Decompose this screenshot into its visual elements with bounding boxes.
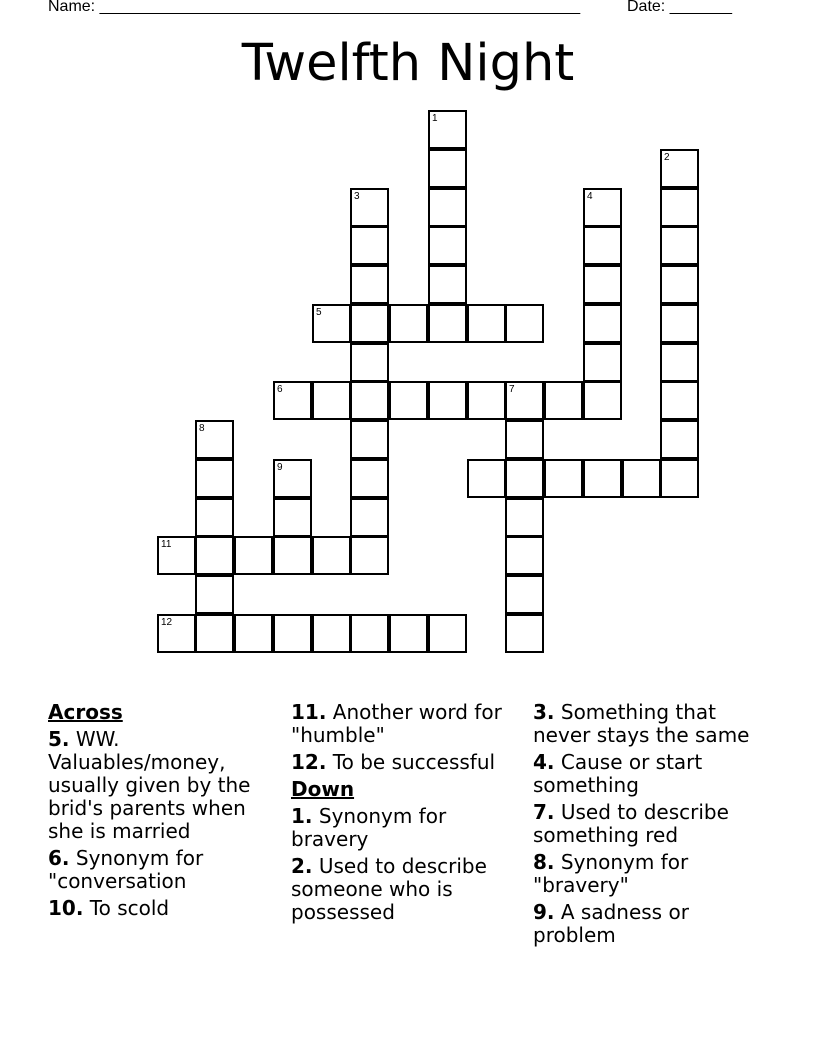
- clue-down-2: 2. Used to describe someone who is possessed: [291, 854, 487, 924]
- clues-column-3: [533, 701, 765, 951]
- clue-down-7: 7. Used to describe something red: [533, 800, 729, 847]
- grid-cell[interactable]: [157, 536, 196, 575]
- grid-cell[interactable]: [505, 614, 544, 653]
- grid-cell[interactable]: [428, 226, 467, 265]
- grid-cell[interactable]: [660, 381, 699, 420]
- grid-cell[interactable]: [660, 265, 699, 304]
- clue-number: 9: [277, 462, 283, 473]
- clue-number: 2: [664, 152, 670, 163]
- clues-column-1: [48, 701, 280, 924]
- date-field-label: Date: _______: [627, 0, 732, 15]
- grid-cell[interactable]: [195, 575, 234, 614]
- clue-across-10: 10. To scold: [48, 896, 170, 920]
- grid-cell[interactable]: [583, 226, 622, 265]
- grid-cell[interactable]: [660, 226, 699, 265]
- grid-cell[interactable]: [428, 149, 467, 188]
- grid-cell[interactable]: [428, 614, 467, 653]
- grid-cell[interactable]: [157, 614, 196, 653]
- grid-cell[interactable]: [583, 381, 622, 420]
- grid-cell[interactable]: [312, 536, 351, 575]
- grid-cell[interactable]: [389, 304, 428, 343]
- clue-down-9: 9. A sadness or problem: [533, 900, 689, 947]
- grid-cell[interactable]: [350, 459, 389, 498]
- grid-cell[interactable]: [428, 188, 467, 227]
- grid-cell[interactable]: [389, 614, 428, 653]
- grid-cell[interactable]: [505, 381, 544, 420]
- grid-cell[interactable]: [350, 614, 389, 653]
- grid-cell[interactable]: [273, 381, 312, 420]
- grid-cell[interactable]: [234, 614, 273, 653]
- grid-cell[interactable]: [273, 459, 312, 498]
- grid-cell[interactable]: [273, 498, 312, 537]
- grid-cell[interactable]: [622, 459, 661, 498]
- grid-cell[interactable]: [273, 536, 312, 575]
- grid-cell[interactable]: [350, 226, 389, 265]
- grid-cell[interactable]: [195, 459, 234, 498]
- grid-cell[interactable]: [350, 420, 389, 459]
- clue-number: 4: [587, 191, 593, 202]
- grid-cell[interactable]: [505, 536, 544, 575]
- grid-cell[interactable]: [505, 304, 544, 343]
- across-heading: Across: [48, 700, 123, 724]
- clue-across-12: 12. To be successful: [291, 750, 496, 774]
- grid-cell[interactable]: [583, 304, 622, 343]
- grid-cell[interactable]: [350, 381, 389, 420]
- grid-cell[interactable]: [583, 265, 622, 304]
- grid-cell[interactable]: [428, 265, 467, 304]
- grid-cell[interactable]: [350, 343, 389, 382]
- grid-cell[interactable]: [660, 459, 699, 498]
- clue-down-1: 1. Synonym for bravery: [291, 804, 447, 851]
- down-heading: Down: [291, 777, 355, 801]
- grid-cell[interactable]: [195, 614, 234, 653]
- name-field-label: Name: ______________________________________________________: [48, 0, 581, 15]
- clue-number: 8: [199, 423, 205, 434]
- grid-cell[interactable]: [312, 381, 351, 420]
- clue-across-6: 6. Synonym for "conversation: [48, 846, 204, 893]
- grid-cell[interactable]: [660, 304, 699, 343]
- grid-cell[interactable]: [195, 498, 234, 537]
- grid-cell[interactable]: [660, 420, 699, 459]
- grid-cell[interactable]: [428, 381, 467, 420]
- grid-cell[interactable]: [583, 188, 622, 227]
- clue-number: 11: [161, 539, 172, 550]
- grid-cell[interactable]: [350, 188, 389, 227]
- grid-cell[interactable]: [195, 536, 234, 575]
- clue-number: 3: [354, 191, 360, 202]
- page-title: Twelfth Night: [241, 34, 575, 93]
- grid-cell[interactable]: [467, 381, 506, 420]
- grid-cell[interactable]: [544, 459, 583, 498]
- grid-cell[interactable]: [660, 149, 699, 188]
- grid-cell[interactable]: [467, 459, 506, 498]
- clue-down-3: 3. Something that never stays the same: [533, 700, 750, 747]
- grid-cell[interactable]: [273, 614, 312, 653]
- grid-cell[interactable]: [505, 498, 544, 537]
- grid-cell[interactable]: [195, 420, 234, 459]
- grid-cell[interactable]: [428, 110, 467, 149]
- grid-cell[interactable]: [234, 536, 273, 575]
- grid-cell[interactable]: [467, 304, 506, 343]
- grid-cell[interactable]: [544, 381, 583, 420]
- grid-cell[interactable]: [505, 575, 544, 614]
- clue-number: 12: [161, 617, 173, 628]
- clue-number: 6: [277, 384, 283, 395]
- grid-cell[interactable]: [428, 304, 467, 343]
- clue-number: 5: [316, 307, 322, 318]
- clues-column-2: [291, 701, 523, 928]
- grid-cell[interactable]: [312, 614, 351, 653]
- grid-cell[interactable]: [389, 381, 428, 420]
- grid-cell[interactable]: [350, 304, 389, 343]
- grid-cell[interactable]: [660, 343, 699, 382]
- grid-cell[interactable]: [505, 459, 544, 498]
- clue-down-8: 8. Synonym for "bravery": [533, 850, 689, 897]
- clue-number: 1: [432, 113, 438, 124]
- grid-cell[interactable]: [350, 265, 389, 304]
- clue-across-11: 11. Another word for "humble": [291, 700, 502, 747]
- grid-cell[interactable]: [350, 498, 389, 537]
- grid-cell[interactable]: [583, 459, 622, 498]
- clue-number: 7: [509, 384, 515, 395]
- grid-cell[interactable]: [312, 304, 351, 343]
- grid-cell[interactable]: [505, 420, 544, 459]
- clue-down-4: 4. Cause or start something: [533, 750, 703, 797]
- clue-across-5: 5. WW. Valuables/money, usually given by the brid's parents when she is married: [48, 727, 251, 843]
- grid-cell[interactable]: [583, 343, 622, 382]
- grid-cell[interactable]: [350, 536, 389, 575]
- grid-cell[interactable]: [660, 188, 699, 227]
